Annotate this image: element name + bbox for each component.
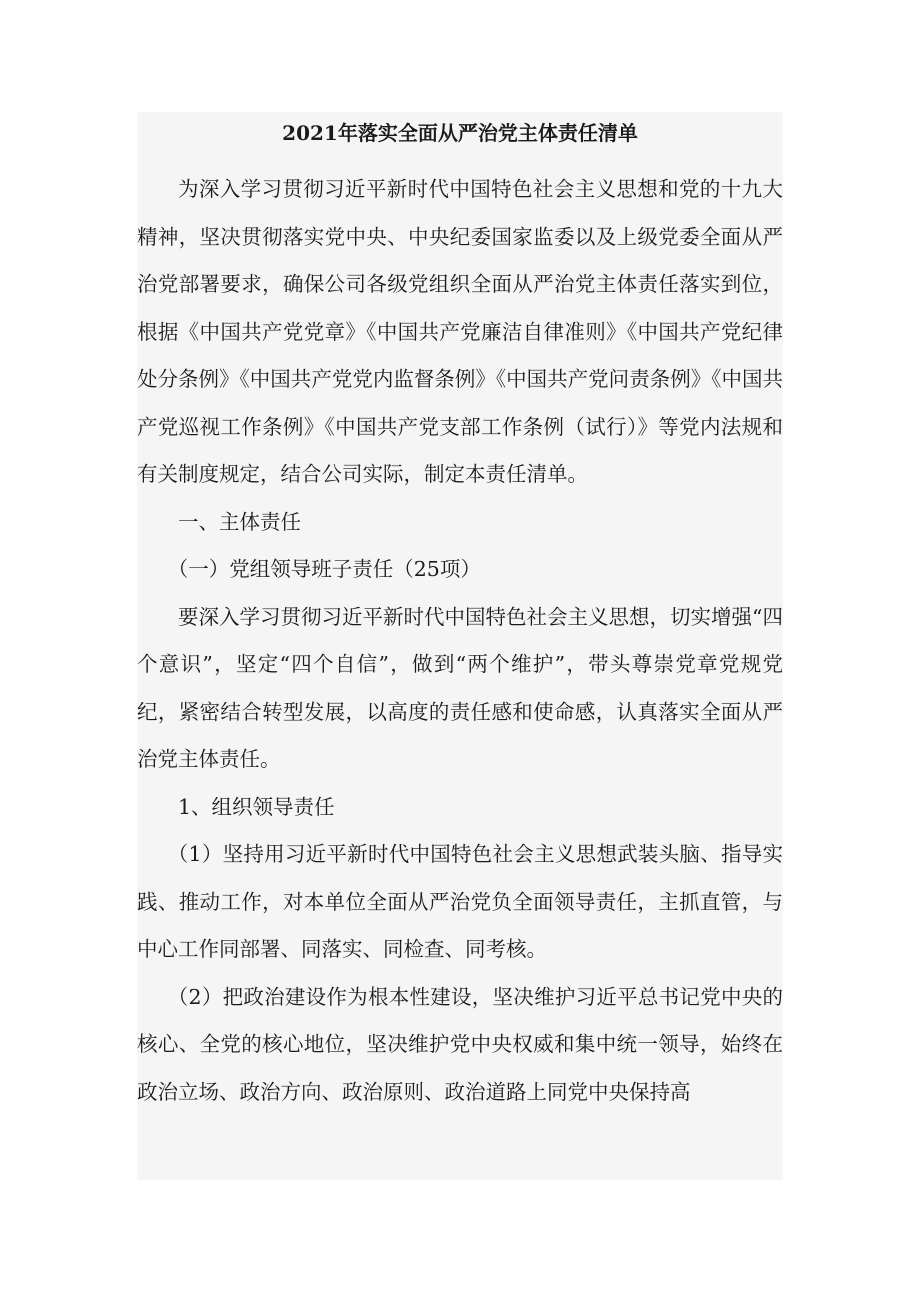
list-item: （1）坚持用习近平新时代中国特色社会主义思想武装头脑、指导实践、推动工作，对本单位全面从严治党负全面领导责任，主抓直管，与中心工作同部署、同落实、同检查、同考核。 — [137, 842, 783, 961]
document-title: 2021年落实全面从严治党主体责任清单 — [282, 121, 638, 145]
body-paragraph: 要深入学习贯彻习近平新时代中国特色社会主义思想，切实增强“四个意识”，坚定“四个自信”，做到“两个维护”，带头尊崇党章党规党纪，紧密结合转型发展，以高度的责任感和使命感，认真落实全面从严治党主体责任。 — [137, 604, 783, 771]
document-page — [137, 112, 783, 1180]
subsection-heading: （一）党组领导班子责任（25项） — [167, 557, 481, 581]
item-heading: 1、组织领导责任 — [178, 794, 335, 819]
list-item: （2）把政治建设作为根本性建设，坚决维护习近平总书记党中央的核心、全党的核心地位，坚决维护党中央权威和集中统一领导，始终在政治立场、政治方向、政治原则、政治道路上同党中央保持高 — [137, 984, 783, 1104]
section-heading: 一、主体责任 — [178, 509, 301, 534]
document-body — [137, 166, 783, 1116]
intro-paragraph: 为深入学习贯彻习近平新时代中国特色社会主义思想和党的十九大精神，坚决贯彻落实党中央、中央纪委国家监委以及上级党委全面从严治党部署要求，确保公司各级党组织全面从严治党主体责任落实到位，根据《中国共产党党章》《中国共产党廉洁自律准则》《中国共产党纪律处分条例》《中国共产党党内监督条例》《中国共产党问责条例》《中国共产党巡视工作条例》《中国共产党支部工作条例（试行）》等党内法规和有关制度规定，结合公司实际，制定本责任清单。 — [137, 177, 783, 486]
